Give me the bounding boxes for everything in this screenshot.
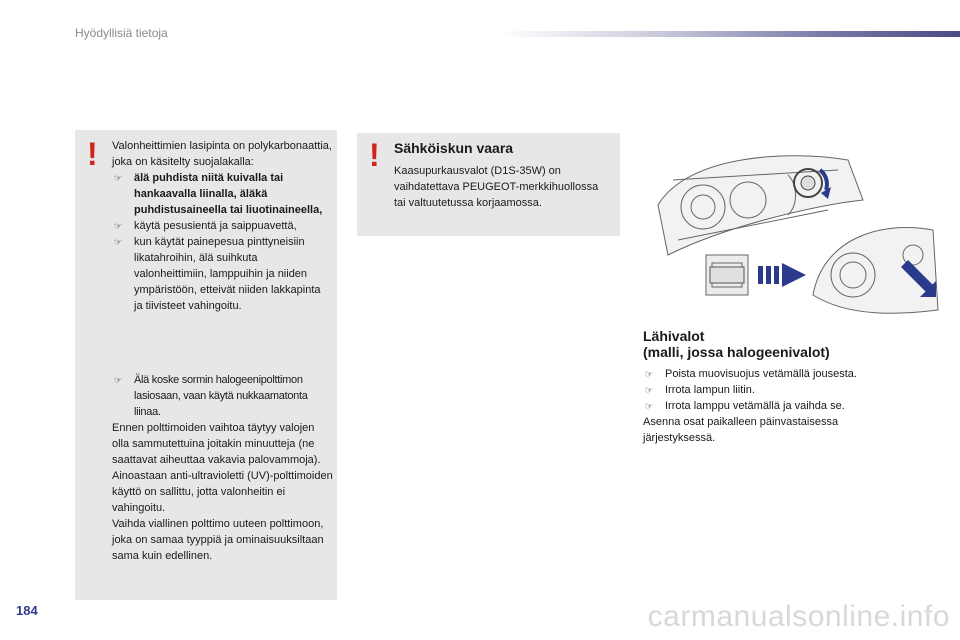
warning-body-1: Ennen polttimoiden vaihtoa täytyy valojen olla sammutettuina joitakin minuutteja (ne saattavat aiheuttaa vakavia palovammoja). [112, 422, 321, 466]
bullet-arrow-icon: ☞ [114, 237, 123, 247]
list-item [112, 218, 332, 234]
dipped-beam-title-line2: (malli, jossa halogeenivalot) [643, 344, 830, 360]
shock-warning-panel [357, 133, 620, 236]
header-gradient-bar [500, 31, 960, 37]
exclamation-icon: ! [87, 136, 98, 172]
list-item [643, 382, 903, 398]
warning-intro: Valonheittimien lasipinta on polykarbonaattia, joka on käsitelty suojalakalla: [112, 140, 332, 168]
warning-bullet-text: kun käytät painepesua pinttyneisiin likatahroihin, älä suihkuta valonheittimiin, lamppuihin ja niiden ympäristöön, etteivät niiden lakkapinta ja tiivisteet vahingoitu. [134, 236, 321, 312]
warning-bullet-text: älä puhdista niitä kuivalla tai hankaavalla liinalla, äläkä puhdistusaineella tai liuotinaineella, [134, 172, 323, 216]
warning-panel [75, 130, 337, 600]
warning-bullet-text: Älä koske sormin halogeenipolttimon lasiosaan, vaan käytä nukkaamatonta liinaa. [134, 374, 308, 418]
dipped-beam-title-line1: Lähivalot [643, 328, 705, 344]
step-text: Irrota lampun liitin. [665, 384, 755, 396]
headlamp-illustration [648, 145, 943, 320]
warning-bullet-text: käytä pesusientä ja saippuavettä, [134, 220, 297, 232]
page-header-title: Hyödyllisiä tietoja [75, 26, 168, 40]
bullet-arrow-icon: ☞ [114, 221, 123, 231]
list-item [643, 366, 903, 382]
list-item [112, 170, 332, 218]
bullet-arrow-icon: ☞ [114, 375, 122, 385]
list-item [112, 372, 334, 420]
warning-text-lower [112, 372, 334, 564]
dipped-beam-title [643, 328, 830, 360]
dipped-beam-instructions [643, 366, 903, 446]
step-text: Irrota lamppu vetämällä ja vaihda se. [665, 400, 845, 412]
dipped-beam-steps [643, 366, 903, 414]
warning-bullet-list-2 [112, 372, 334, 420]
step-text: Poista muovisuojus vetämällä jousesta. [665, 368, 857, 380]
page-number: 184 [16, 603, 38, 618]
shock-text: Kaasupurkausvalot (D1S-35W) on vaihdatettava PEUGEOT-merkkihuollossa tai valtuutetussa korjaamossa. [394, 165, 599, 209]
list-item [643, 398, 903, 414]
watermark: carmanualsonline.info [647, 600, 950, 633]
warning-text [112, 138, 332, 314]
bullet-arrow-icon: ☞ [645, 369, 654, 379]
warning-body-3: Vaihda viallinen polttimo uuteen polttimoon, joka on samaa tyyppiä ja ominaisuuksiltaan sama kuin edellinen. [112, 518, 324, 562]
shock-title: Sähköiskun vaara [394, 140, 514, 156]
dipped-beam-closing: Asenna osat paikalleen päinvastaisessa järjestyksessä. [643, 416, 839, 444]
exclamation-icon: ! [369, 137, 380, 173]
bullet-arrow-icon: ☞ [114, 173, 123, 183]
bullet-arrow-icon: ☞ [645, 385, 654, 395]
warning-bullet-list [112, 170, 332, 314]
warning-body-2: Ainoastaan anti-ultravioletti (UV)-polttimoiden käyttö on sallittu, jotta valonheitin ei vahingoitu. [112, 470, 333, 514]
list-item [112, 234, 332, 314]
bullet-arrow-icon: ☞ [645, 401, 654, 411]
